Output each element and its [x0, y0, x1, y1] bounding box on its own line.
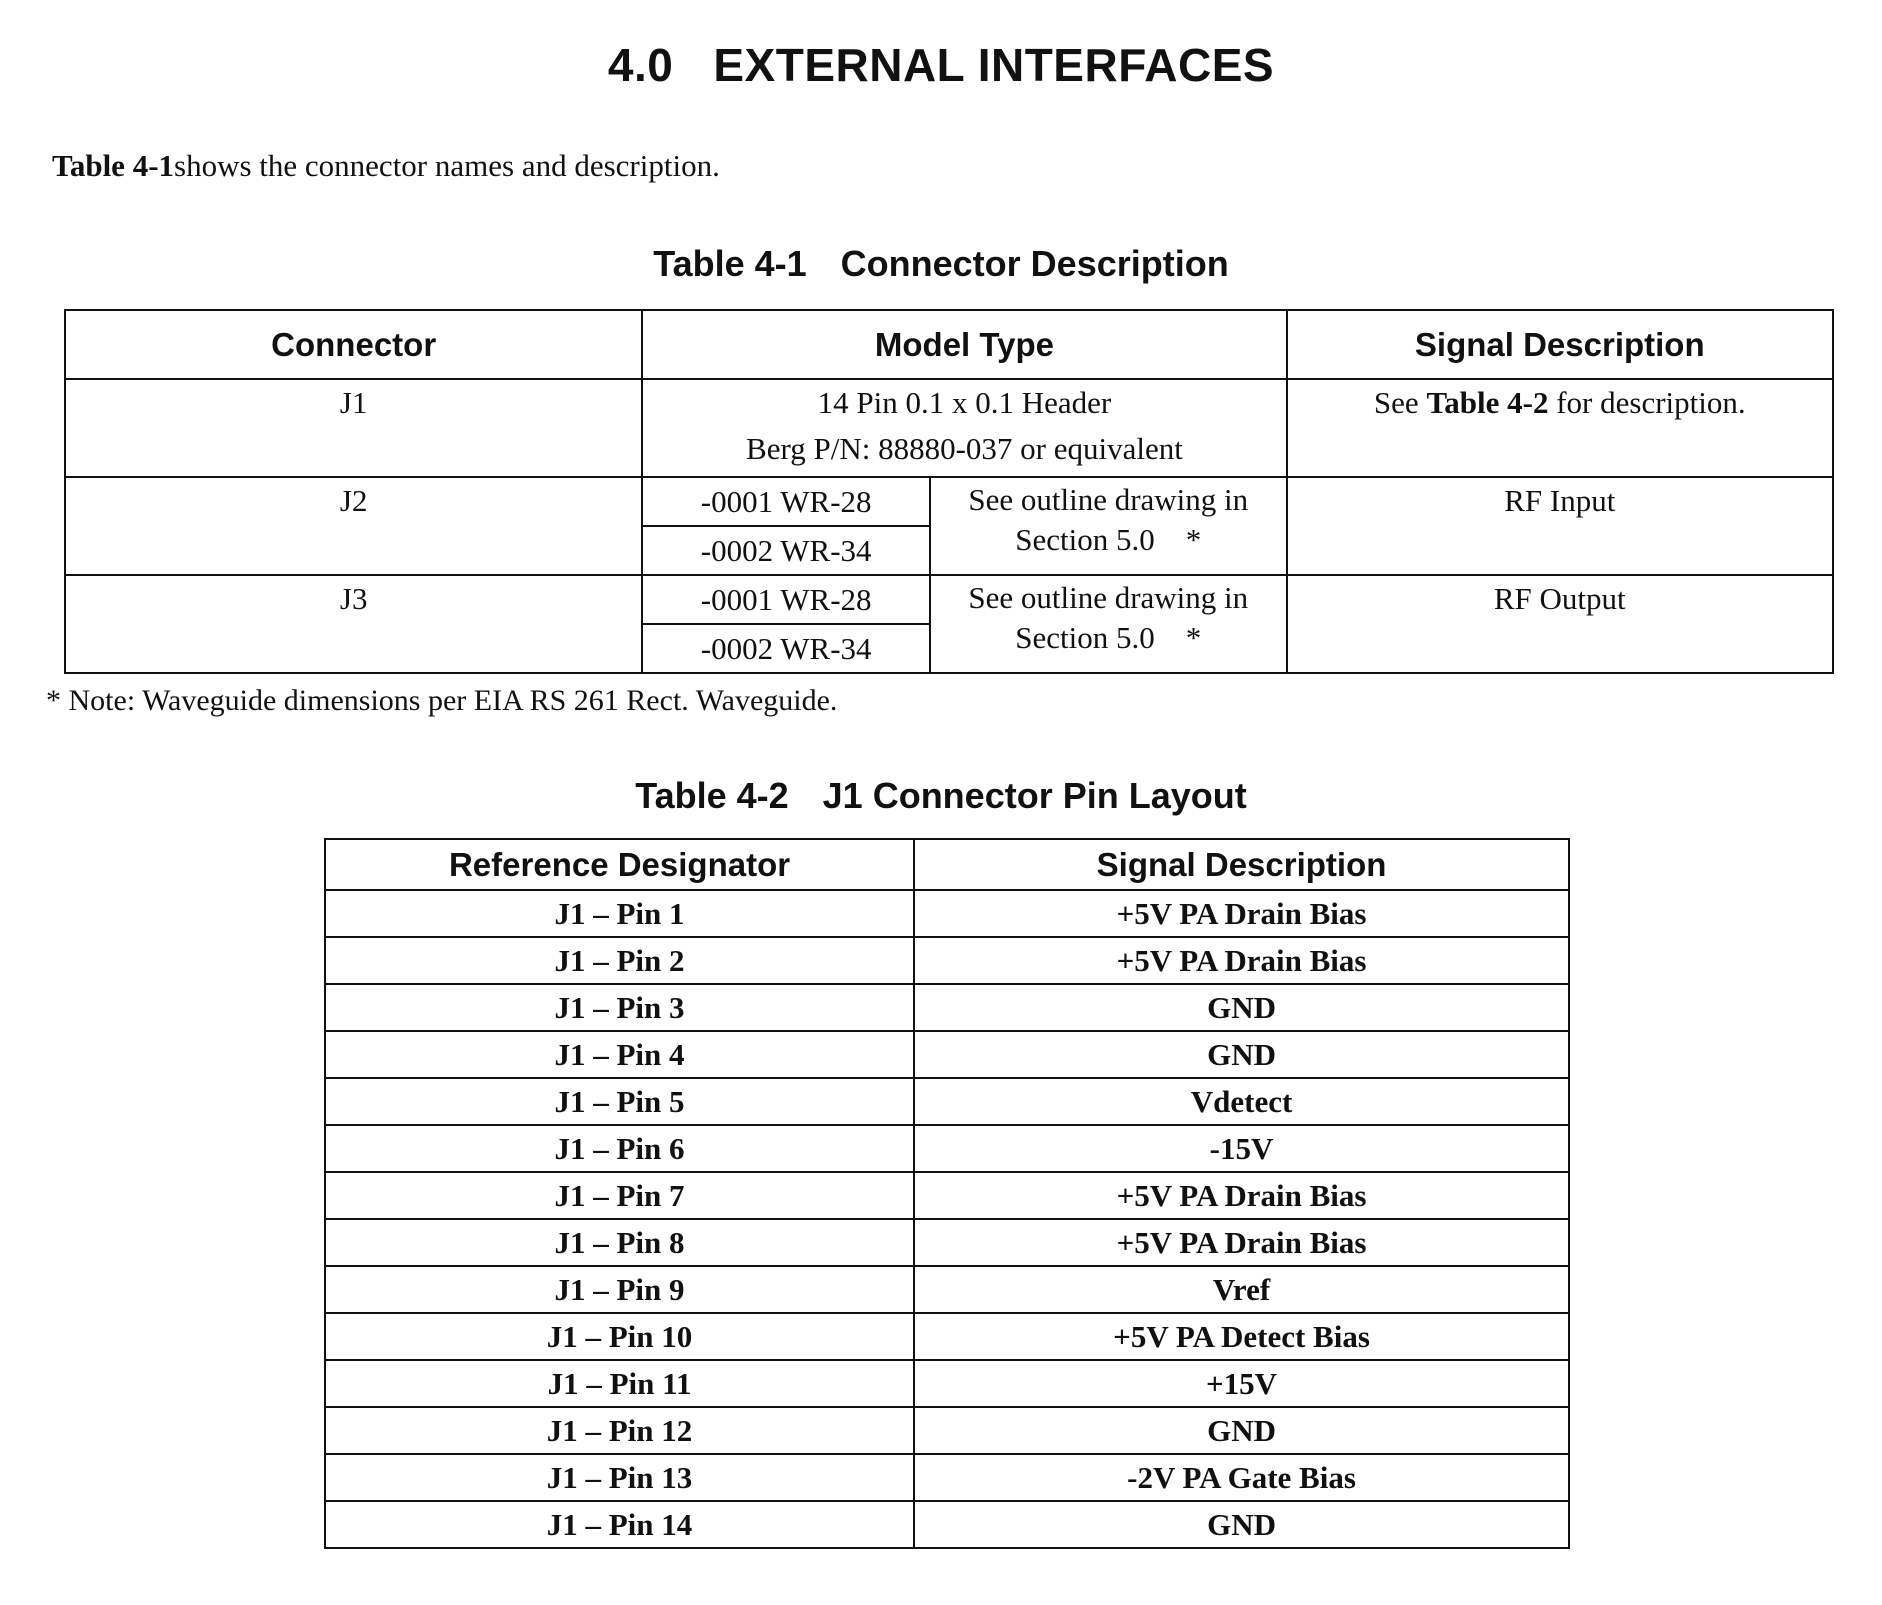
table-row — [325, 1266, 1569, 1313]
reference-designator-cell: J1 – Pin 5 — [325, 1078, 914, 1125]
table-row — [325, 984, 1569, 1031]
signal-cell: RF Input — [1287, 477, 1833, 575]
waveguide-note: * Note: Waveguide dimensions per EIA RS 261 Rect. Waveguide. — [46, 684, 838, 717]
reference-designator-cell: J1 – Pin 13 — [325, 1454, 914, 1501]
column-header-signal-description: Signal Description — [1287, 310, 1833, 379]
signal-cell — [1287, 379, 1833, 477]
reference-designator-cell: J1 – Pin 9 — [325, 1266, 914, 1313]
table-row — [325, 1078, 1569, 1125]
table-row — [325, 1407, 1569, 1454]
table-row — [65, 477, 1833, 526]
table2-caption-title: J1 Connector Pin Layout — [822, 775, 1247, 816]
footnote-mark: * — [1185, 522, 1202, 557]
footnote-mark: * — [1185, 620, 1202, 655]
reference-designator-cell: J1 – Pin 4 — [325, 1031, 914, 1078]
signal-description-cell: +5V PA Drain Bias — [914, 890, 1569, 937]
intro-text: shows the connector names and description. — [174, 148, 720, 183]
table-row — [325, 1172, 1569, 1219]
reference-designator-cell: J1 – Pin 3 — [325, 984, 914, 1031]
outline-cell — [930, 477, 1287, 575]
section-title: EXTERNAL INTERFACES — [713, 39, 1275, 91]
column-header-connector: Connector — [65, 310, 642, 379]
signal-description-cell: GND — [914, 984, 1569, 1031]
table-row — [65, 379, 1833, 477]
table-row — [325, 1313, 1569, 1360]
outline-line — [931, 618, 1286, 658]
signal-description-cell: +5V PA Detect Bias — [914, 1313, 1569, 1360]
table-header-row — [325, 839, 1569, 890]
connector-cell: J2 — [65, 477, 642, 575]
table-row — [325, 1454, 1569, 1501]
variant-cell: -0001 WR-28 — [642, 575, 930, 624]
reference-designator-cell: J1 – Pin 12 — [325, 1407, 914, 1454]
section-ref: Section 5.0 — [1015, 620, 1155, 655]
table-row — [325, 1219, 1569, 1266]
reference-designator-cell: J1 – Pin 1 — [325, 890, 914, 937]
signal-description-cell: Vdetect — [914, 1078, 1569, 1125]
table2-caption — [0, 775, 1882, 817]
model-type-cell — [642, 379, 1286, 477]
column-header-signal-description: Signal Description — [914, 839, 1569, 890]
reference-designator-cell: J1 – Pin 2 — [325, 937, 914, 984]
variant-cell: -0001 WR-28 — [642, 477, 930, 526]
variant-cell: -0002 WR-34 — [642, 624, 930, 673]
intro-paragraph — [52, 148, 720, 184]
signal-cell: RF Output — [1287, 575, 1833, 673]
table2-caption-number: Table 4-2 — [635, 775, 789, 816]
signal-description-cell: GND — [914, 1031, 1569, 1078]
section-number: 4.0 — [607, 39, 674, 91]
table1-caption-title: Connector Description — [840, 243, 1229, 284]
reference-designator-cell: J1 – Pin 8 — [325, 1219, 914, 1266]
reference-designator-cell: J1 – Pin 14 — [325, 1501, 914, 1548]
signal-text: See — [1373, 385, 1427, 420]
outline-line — [931, 520, 1286, 560]
signal-description-cell: +5V PA Drain Bias — [914, 1172, 1569, 1219]
pin-layout-table — [324, 838, 1570, 1549]
signal-description-cell: +5V PA Drain Bias — [914, 1219, 1569, 1266]
signal-description-cell: -15V — [914, 1125, 1569, 1172]
signal-description-cell: +15V — [914, 1360, 1569, 1407]
table-header-row — [65, 310, 1833, 379]
signal-description-cell: -2V PA Gate Bias — [914, 1454, 1569, 1501]
table-row — [325, 1360, 1569, 1407]
table-row — [325, 1031, 1569, 1078]
table-row — [325, 937, 1569, 984]
table1-caption-number: Table 4-1 — [653, 243, 807, 284]
signal-description-cell: GND — [914, 1501, 1569, 1548]
variant-cell: -0002 WR-34 — [642, 526, 930, 575]
signal-description-cell: Vref — [914, 1266, 1569, 1313]
reference-designator-cell: J1 – Pin 7 — [325, 1172, 914, 1219]
connector-cell: J1 — [65, 379, 642, 477]
outline-line: See outline drawing in — [968, 482, 1249, 517]
signal-description-cell: GND — [914, 1407, 1569, 1454]
table-row — [325, 1501, 1569, 1548]
table1-caption — [0, 243, 1882, 285]
reference-designator-cell: J1 – Pin 11 — [325, 1360, 914, 1407]
table-row — [325, 890, 1569, 937]
signal-description-cell: +5V PA Drain Bias — [914, 937, 1569, 984]
intro-table-ref: Table 4-1 — [52, 148, 175, 183]
column-header-reference-designator: Reference Designator — [325, 839, 914, 890]
column-header-model-type: Model Type — [642, 310, 1286, 379]
table-row — [325, 1125, 1569, 1172]
reference-designator-cell: J1 – Pin 10 — [325, 1313, 914, 1360]
reference-designator-cell: J1 – Pin 6 — [325, 1125, 914, 1172]
signal-text: for description. — [1548, 385, 1746, 420]
table-row — [65, 575, 1833, 624]
connector-description-table — [64, 309, 1834, 674]
connector-cell: J3 — [65, 575, 642, 673]
section-ref: Section 5.0 — [1015, 522, 1155, 557]
outline-cell — [930, 575, 1287, 673]
table-reference: Table 4-2 — [1426, 385, 1549, 420]
outline-line: See outline drawing in — [968, 580, 1249, 615]
model-line: Berg P/N: 88880-037 or equivalent — [746, 431, 1183, 466]
model-line: 14 Pin 0.1 x 0.1 Header — [817, 385, 1112, 420]
pin-rows — [325, 890, 1569, 1548]
section-heading — [0, 38, 1882, 92]
